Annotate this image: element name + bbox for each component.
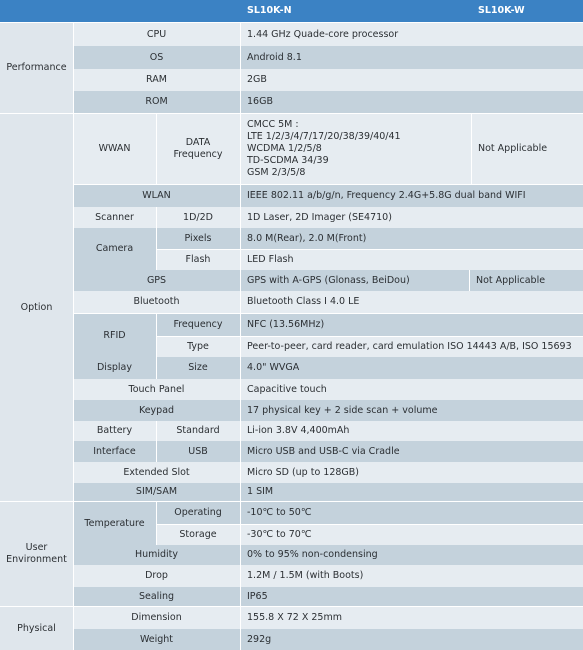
category-user-environment-line2: Environment <box>6 554 67 565</box>
spec-value-cpu: 1.44 GHz Quade-core processor <box>240 23 583 46</box>
row-divider <box>156 249 583 250</box>
category-user-environment-line1: User <box>25 542 48 553</box>
spec-value-sealing: IP65 <box>240 587 583 606</box>
spec-label-display: Display <box>73 357 156 379</box>
section-divider <box>0 501 583 502</box>
spec-label-temperature: Temperature <box>73 502 156 545</box>
spec-label-rom: ROM <box>73 91 240 113</box>
wwan-line: WCDMA 1/2/5/8 <box>247 143 322 154</box>
spec-value-keypad: 17 physical key + 2 side scan + volume <box>240 400 583 421</box>
spec-value-interface: Micro USB and USB-C via Cradle <box>240 441 583 462</box>
spec-label-keypad: Keypad <box>73 400 240 421</box>
spec-label-drop: Drop <box>73 565 240 587</box>
row-divider <box>156 336 583 337</box>
spec-value-bluetooth: Bluetooth Class I 4.0 LE <box>240 291 583 313</box>
spec-value-battery: Li-ion 3.8V 4,400mAh <box>240 421 583 441</box>
header-sl10k-n: SL10K-N <box>240 0 471 22</box>
spec-label-weight: Weight <box>73 629 240 650</box>
spec-value-extended-slot: Micro SD (up to 128GB) <box>240 462 583 483</box>
spec-label-bluetooth: Bluetooth <box>73 291 240 313</box>
spec-label-wlan: WLAN <box>73 185 240 207</box>
wwan-line: CMCC 5M : <box>247 119 299 130</box>
spec-value-wlan: IEEE 802.11 a/b/g/n, Frequency 2.4G+5.8G dual band WIFI <box>240 185 583 207</box>
spec-value-humidity: 0% to 95% non-condensing <box>240 545 583 565</box>
spec-value-display: 4.0" WVGA <box>240 357 583 379</box>
spec-value-ram: 2GB <box>240 69 583 91</box>
spec-value-rfid-frequency: NFC (13.56MHz) <box>240 314 583 336</box>
spec-value-sim-sam: 1 SIM <box>240 483 583 501</box>
spec-sublabel-flash: Flash <box>156 249 240 270</box>
spec-value-storage: -30℃ to 70℃ <box>240 524 583 545</box>
spec-value-scanner: 1D Laser, 2D Imager (SE4710) <box>240 207 583 228</box>
spec-label-touch-panel: Touch Panel <box>73 379 240 400</box>
spec-label-dimension: Dimension <box>73 607 240 629</box>
spec-label-interface: Interface <box>73 441 156 462</box>
wwan-line: LTE 1/2/3/4/7/17/20/38/39/40/41 <box>247 131 401 142</box>
category-option: Option <box>0 114 73 501</box>
spec-sublabel-type: Type <box>156 336 240 357</box>
spec-sublabel-standard: Standard <box>156 421 240 441</box>
spec-value-drop: 1.2M / 1.5M (with Boots) <box>240 565 583 587</box>
spec-value-weight: 292g <box>240 629 583 650</box>
spec-label-extended-slot: Extended Slot <box>73 462 240 483</box>
spec-label-scanner: Scanner <box>73 207 156 228</box>
spec-label-wwan: WWAN <box>73 114 156 184</box>
spec-label-camera: Camera <box>73 228 156 270</box>
spec-value-flash: LED Flash <box>240 249 583 270</box>
column-divider <box>73 23 74 650</box>
section-divider <box>0 113 583 114</box>
column-divider <box>156 207 157 270</box>
column-divider <box>156 314 157 379</box>
spec-label-cpu: CPU <box>73 23 240 46</box>
spec-sublabel-frequency: Frequency <box>156 314 240 336</box>
spec-sublabel-size: Size <box>156 357 240 379</box>
spec-value-gps: GPS with A-GPS (Glonass, BeiDou) <box>240 270 469 291</box>
row-divider <box>156 524 583 525</box>
spec-value-rom: 16GB <box>240 91 583 113</box>
spec-label-os: OS <box>73 46 240 69</box>
column-divider <box>471 114 472 184</box>
spec-sublabel-storage: Storage <box>156 524 240 545</box>
spec-value-rfid-type: Peer-to-peer, card reader, card emulation ISO 14443 A/B, ISO 15693 <box>240 336 583 357</box>
spec-value-gps-w: Not Applicable <box>469 270 583 291</box>
column-divider <box>156 114 157 184</box>
spec-value-pixels: 8.0 M(Rear), 2.0 M(Front) <box>240 228 583 249</box>
column-divider <box>469 270 470 291</box>
column-divider <box>156 421 157 462</box>
spec-value-operating: -10℃ to 50℃ <box>240 502 583 524</box>
spec-label-humidity: Humidity <box>73 545 240 565</box>
spec-sublabel-1d-2d: 1D/2D <box>156 207 240 228</box>
spec-sublabel-data-frequency: DATA Frequency <box>156 114 240 184</box>
category-user-environment <box>0 502 73 606</box>
spec-value-os: Android 8.1 <box>240 46 583 69</box>
spec-label-ram: RAM <box>73 69 240 91</box>
spec-label-sim-sam: SIM/SAM <box>73 483 240 501</box>
spec-value-wwan <box>240 114 471 184</box>
category-performance: Performance <box>0 23 73 113</box>
wwan-line: GSM 2/3/5/8 <box>247 167 306 178</box>
header-sl10k-w: SL10K-W <box>471 0 583 22</box>
spec-label-battery: Battery <box>73 421 156 441</box>
spec-value-wwan-w: Not Applicable <box>471 114 583 184</box>
spec-value-touch-panel: Capacitive touch <box>240 379 583 400</box>
header-blank-cell <box>0 0 240 22</box>
spec-sublabel-usb: USB <box>156 441 240 462</box>
spec-label-gps: GPS <box>73 270 240 291</box>
section-divider <box>0 606 583 607</box>
category-physical: Physical <box>0 607 73 650</box>
spec-sublabel-pixels: Pixels <box>156 228 240 249</box>
wwan-line: TD-SCDMA 34/39 <box>247 155 329 166</box>
spec-label-sealing: Sealing <box>73 587 240 606</box>
spec-label-rfid: RFID <box>73 314 156 357</box>
spec-sublabel-operating: Operating <box>156 502 240 524</box>
spec-value-dimension: 155.8 X 72 X 25mm <box>240 607 583 629</box>
